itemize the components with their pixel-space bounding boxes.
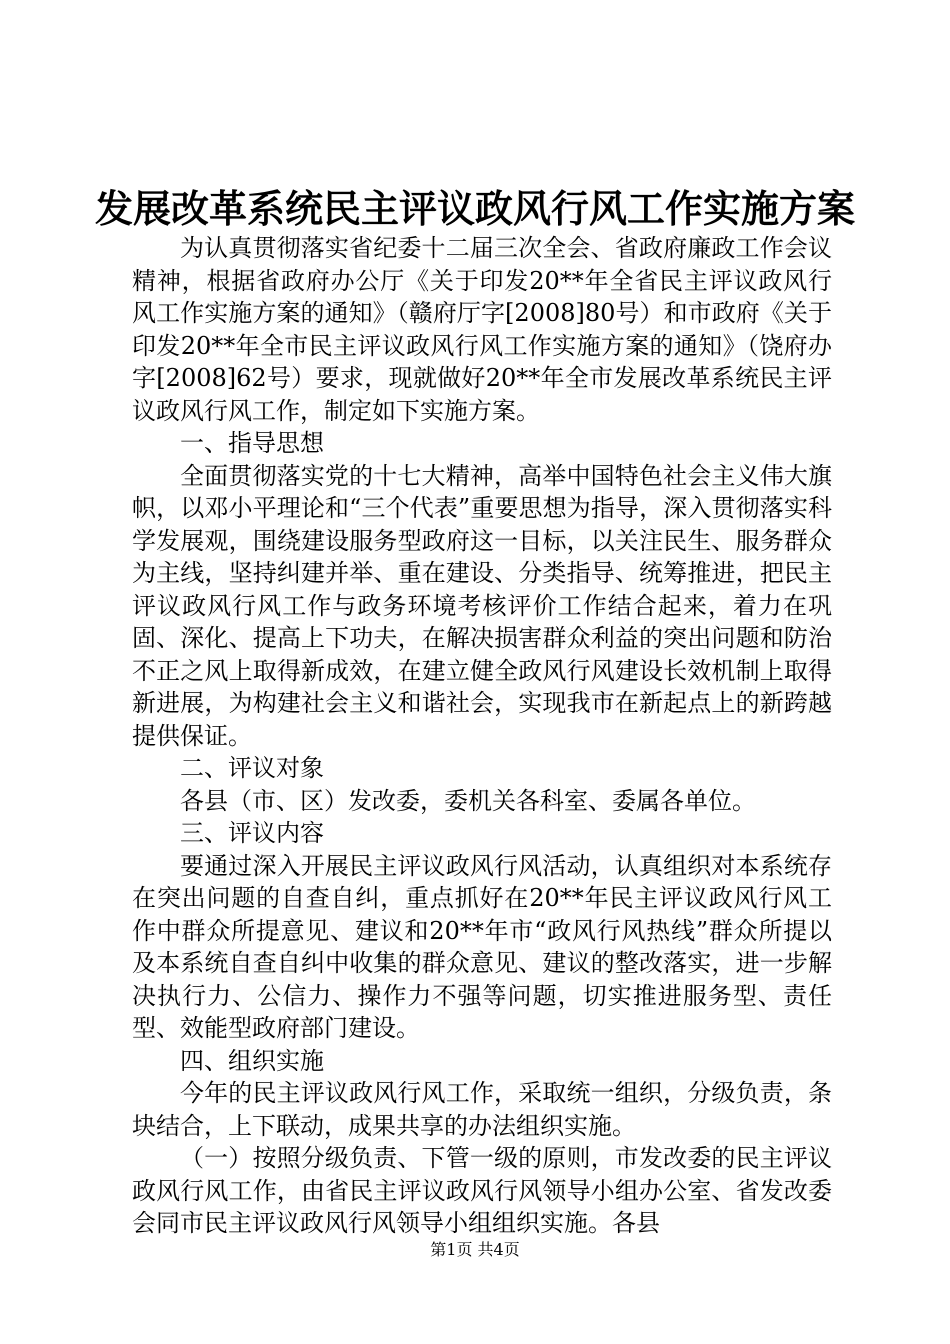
intro-paragraph: 为认真贯彻落实省纪委十二届三次全会、省政府廉政工作会议精神，根据省政府办公厅《关于印发20**年全省民主评议政风行风工作实施方案的通知》（赣府厅字[2008]80号）和市政府《关于印发20**年全市民主评议政风行风工作实施方案的通知》（饶府办字[2008]62号）要求，现就做好20**年全市发展改革系统民主评议政风行风工作，制定如下实施方案。	[132, 234, 832, 425]
review-content-paragraph: 要通过深入开展民主评议政风行风活动，认真组织对本系统存在突出问题的自查自纠，重点抓好在20**年民主评议政风行风工作中群众所提意见、建议和20**年市“政风行风热线”群众所提以及本系统自查自纠中收集的群众意见、建议的整改落实，进一步解决执行力、公信力、操作力不强等问题，切实推进服务型、责任型、效能型政府部门建设。	[132, 851, 832, 1042]
section-heading-review-target: 二、评议对象	[180, 754, 324, 782]
document-body	[132, 232, 832, 1240]
section-heading-guiding-thought: 一、指导思想	[180, 429, 324, 457]
review-target-paragraph: 各县（市、区）发改委，委机关各科室、委属各单位。	[180, 786, 756, 815]
section-heading-organization: 四、组织实施	[180, 1046, 324, 1075]
page-number-footer: 第1页 共4页	[430, 1240, 520, 1259]
organization-paragraph: 今年的民主评议政风行风工作，采取统一组织，分级负责，条块结合，上下联动，成果共享的办法组织实施。	[132, 1079, 832, 1140]
section-heading-review-content: 三、评议内容	[180, 819, 324, 847]
document-title: 发展改革系统民主评议政风行风工作实施方案	[94, 186, 855, 231]
guiding-thought-paragraph: 全面贯彻落实党的十七大精神，高举中国特色社会主义伟大旗帜，以邓小平理论和“三个代表”重要思想为指导，深入贯彻落实科学发展观，围绕建设服务型政府这一目标，以关注民生、服务群众为主线，坚持纠建并举、重在建设、分类指导、统筹推进，把民主评议政风行风工作与政务环境考核评价工作结合起来，着力在巩固、深化、提高上下功夫，在解决损害群众利益的突出问题和防治不正之风上取得新成效，在建立健全政风行风建设长效机制上取得新进展，为构建社会主义和谐社会，实现我市在新起点上的新跨越提供保证。	[132, 461, 832, 750]
organization-item-1-paragraph: （一）按照分级负责、下管一级的原则，市发改委的民主评议政风行风工作，由省民主评议政风行风领导小组办公室、省发改委会同市民主评议政风行风领导小组组织实施。各县	[132, 1144, 832, 1237]
